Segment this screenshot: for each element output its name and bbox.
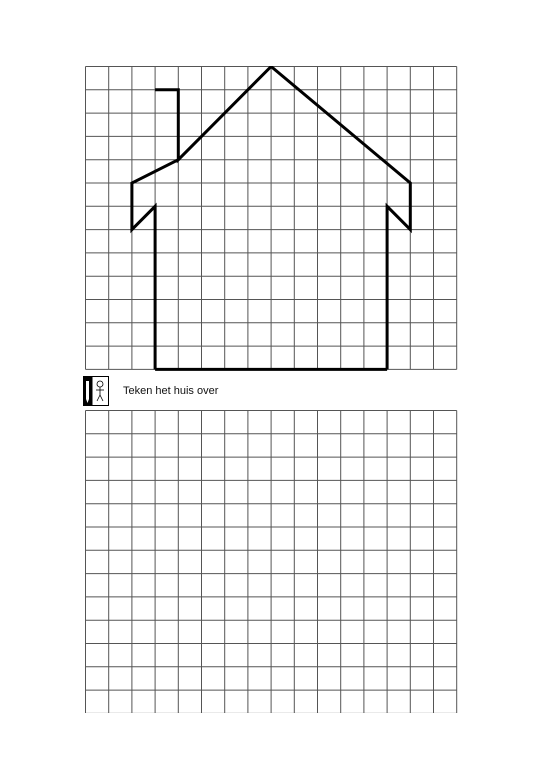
pencil-and-stick-figure-icon <box>83 376 109 406</box>
empty-drawing-grid[interactable] <box>85 410 458 713</box>
instruction-text: Teken het huis over <box>123 385 219 397</box>
instruction-row <box>83 376 218 406</box>
reference-grid-with-house <box>85 66 460 371</box>
